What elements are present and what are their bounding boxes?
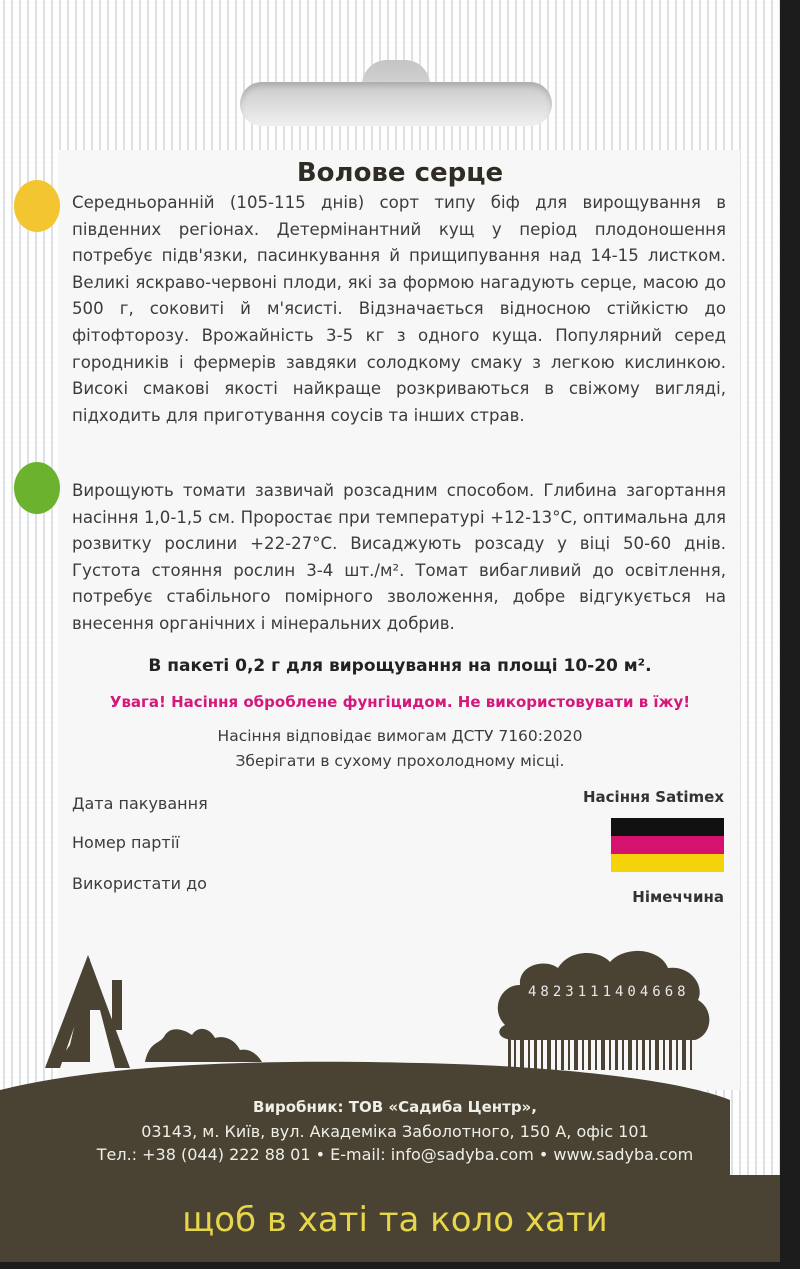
producer-contacts: Тел.: +38 (044) 222 88 01 • E-mail: info@sadyba.com • www.sadyba.com [96, 1145, 694, 1164]
brand-tagline: щоб в хаті та коло хати [182, 1200, 608, 1240]
variety-description: Середньоранній (105-115 днів) сорт типу біф для вирощування в південних регіонах. Детермінантний кущ у період плодоношення потребує підв'язки, пасинкування й прищипування над 14-15 листком. Великі яскраво-червоні плоди, які за формою нагадують серце, масою до 500 г, соковиті й м'ясисті. Відзначається відносною стійкістю до фітофторозу. Врожайність 3-5 кг з одного куща. Популярний серед городників і фермерів завдяки солодкому смаку з легкою кислинкою. Високі смакові якості найкраще розкриваються в свіжому вигляді, підходить для приготування соусів та інших страв. [72, 193, 726, 425]
barcode-number: 4823111404668 [528, 984, 690, 1000]
standard-text: Насіння відповідає вимогам ДСТУ 7160:2020 [217, 727, 583, 745]
chimney [112, 980, 122, 1030]
producer-address: 03143, м. Київ, вул. Академіка Заболотного, 150 А, офіс 101 [141, 1122, 649, 1141]
producer-name: Виробник: ТОВ «Садиба Центр», [253, 1098, 537, 1116]
package-info: В пакеті 0,2 г для вирощування на площі 10-20 м². [148, 656, 652, 676]
bushes [145, 1029, 262, 1062]
cultivation-text: Вирощують томати зазвичай розсадним способом. Глибина загортання насіння 1,0-1,5 см. Проростає при температурі +12-13°С, оптимальна для розвитку рослини +22-27°С. Висаджують розсаду у віці 50-60 днів. Густота стояння рослин 3-4 шт./м². Томат вибагливий до освітлення, потребує стабільного помірного зволоження, добре відгукується на внесення органічних і мінеральних добрив. [72, 481, 726, 633]
variety-title: Волове серце [296, 158, 504, 188]
origin-country: Німеччина [632, 888, 724, 906]
use-by-label: Використати до [72, 874, 207, 893]
batch-label: Номер партії [72, 833, 180, 852]
pack-date-label: Дата пакування [72, 794, 208, 813]
storage-text: Зберігати в сухому прохолодному місці. [235, 752, 565, 770]
warning-text: Увага! Насіння оброблене фунгіцидом. Не використовувати в їжу! [109, 693, 691, 711]
seed-brand: Насіння Satimex [582, 788, 724, 806]
